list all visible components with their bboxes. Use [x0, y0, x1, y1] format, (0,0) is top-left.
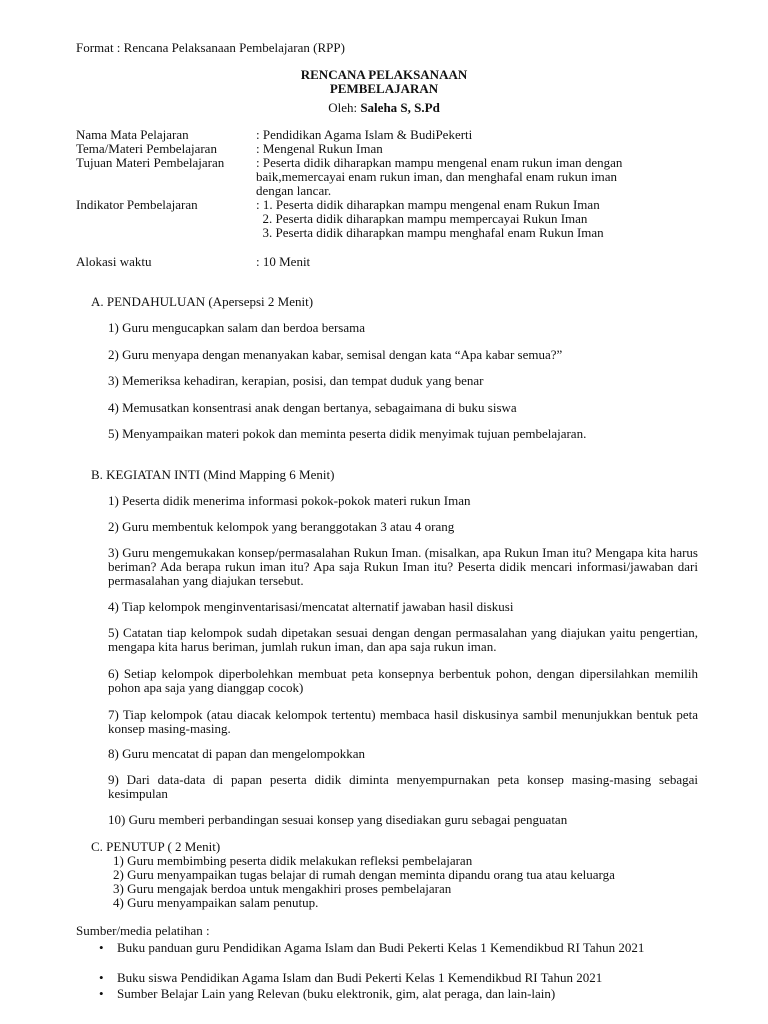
doc-title-line1: RENCANA PELAKSANAAN: [300, 67, 468, 82]
time-label: Alokasi waktu: [76, 254, 152, 269]
bullet-icon: •: [99, 986, 104, 1001]
section-c-item: 2) Guru menyampaikan tugas belajar di rumah dengan meminta dipandu orang tua atau keluarga: [113, 867, 615, 882]
section-b-heading: B. KEGIATAN INTI (Mind Mapping 6 Menit): [91, 467, 335, 482]
subject-value: : Pendidikan Agama Islam & BudiPekerti: [256, 127, 473, 142]
source-text: Sumber Belajar Lain yang Relevan (buku elektronik, gim, alat peraga, dan lain-lain): [117, 986, 556, 1001]
indicator-line2: 2. Peserta didik diharapkan mampu mempercayai Rukun Iman: [256, 211, 588, 226]
section-a-item: 1) Guru mengucapkan salam dan berdoa bersama: [108, 320, 366, 335]
author-name: Saleha S, S.Pd: [360, 100, 440, 115]
section-b-item: 9) Dari data-data di papan peserta didik diminta menyempurnakan peta konsep masing-masing sebagai kesimpulan: [108, 772, 698, 801]
source-text: Buku panduan guru Pendidikan Agama Islam dan Budi Pekerti Kelas 1 Kemendikbud RI Tahun 2021: [117, 940, 645, 955]
source-list-item: [99, 987, 699, 1001]
format-line: Format : Rencana Pelaksanaan Pembelajaran (RPP): [76, 40, 345, 55]
section-b-item: 1) Peserta didik menerima informasi pokok-pokok materi rukun Iman: [108, 493, 471, 508]
time-value: : 10 Menit: [256, 254, 311, 269]
section-c-heading: C. PENUTUP ( 2 Menit): [91, 839, 221, 854]
source-list-item: [99, 941, 699, 969]
section-b-item: 4) Tiap kelompok menginventarisasi/mencatat alternatif jawaban hasil diskusi: [108, 599, 514, 614]
bullet-icon: •: [99, 940, 104, 955]
goal-value-line2: baik,memercayai enam rukun iman, dan menghafal enam rukun iman: [256, 169, 617, 184]
section-c-item: 1) Guru membimbing peserta didik melakukan refleksi pembelajaran: [113, 853, 473, 868]
section-b-item: 2) Guru membentuk kelompok yang beranggotakan 3 atau 4 orang: [108, 519, 455, 534]
theme-label: Tema/Materi Pembelajaran: [76, 141, 217, 156]
theme-value: : Mengenal Rukun Iman: [256, 141, 383, 156]
bullet-icon: •: [99, 970, 104, 985]
goal-value-line1: : Peserta didik diharapkan mampu mengenal enam rukun iman dengan: [256, 155, 623, 170]
indicator-label: Indikator Pembelajaran: [76, 197, 198, 212]
section-a-heading: A. PENDAHULUAN (Apersepsi 2 Menit): [91, 294, 314, 309]
section-b-item: 6) Setiap kelompok diperbolehkan membuat peta konsepnya berbentuk pohon, dengan dipersilahkan memilih pohon apa saja yang dianggap cocok): [108, 666, 698, 695]
section-a-item: 4) Memusatkan konsentrasi anak dengan bertanya, sebagaimana di buku siswa: [108, 400, 517, 415]
doc-title-line2: PEMBELAJARAN: [329, 81, 439, 96]
indicator-line3: 3. Peserta didik diharapkan mampu menghafal enam Rukun Iman: [256, 225, 604, 240]
section-b-item: 3) Guru mengemukakan konsep/permasalahan Rukun Iman. (misalkan, apa Rukun Iman itu? Mengapa kita harus beriman? Ada berapa rukun iman itu? Apa saja Rukun Iman itu? Peserta didik mencari informasi/jawaban dari permasalahan yang diajukan tersebut.: [108, 545, 698, 588]
by-label: Oleh:: [328, 100, 361, 115]
section-b-item: 10) Guru memberi perbandingan sesuai konsep yang disediakan guru sebagai penguatan: [108, 812, 568, 827]
goal-label: Tujuan Materi Pembelajaran: [76, 155, 225, 170]
section-a-item: 3) Memeriksa kehadiran, kerapian, posisi, dan tempat duduk yang benar: [108, 373, 484, 388]
section-b-item: 7) Tiap kelompok (atau diacak kelompok tertentu) membaca hasil diskusinya sambil menunjukkan bentuk peta konsep masing-masing.: [108, 707, 698, 736]
section-c-item: 3) Guru mengajak berdoa untuk mengakhiri proses pembelajaran: [113, 881, 452, 896]
subject-label: Nama Mata Pelajaran: [76, 127, 189, 142]
section-b-item: 8) Guru mencatat di papan dan mengelompokkan: [108, 746, 366, 761]
indicator-line1: : 1. Peserta didik diharapkan mampu mengenal enam Rukun Iman: [256, 197, 600, 212]
goal-value-line3: dengan lancar.: [256, 183, 332, 198]
sources-heading: Sumber/media pelatihan :: [76, 923, 210, 938]
author-line: [0, 100, 768, 115]
section-c-item: 4) Guru menyampaikan salam penutup.: [113, 895, 319, 910]
section-a-item: 2) Guru menyapa dengan menanyakan kabar, semisal dengan kata “Apa kabar semua?”: [108, 347, 563, 362]
section-b-item: 5) Catatan tiap kelompok sudah dipetakan sesuai dengan dengan permasalahan yang diajukan yaitu pengertian, mengapa kita harus beriman, jumlah rukun iman, dan apa saja rukun iman.: [108, 625, 698, 654]
section-a-item: 5) Menyampaikan materi pokok dan meminta peserta didik menyimak tujuan pembelajaran.: [108, 426, 587, 441]
source-text: Buku siswa Pendidikan Agama Islam dan Budi Pekerti Kelas 1 Kemendikbud RI Tahun 2021: [117, 970, 603, 985]
source-list-item: [99, 971, 699, 985]
